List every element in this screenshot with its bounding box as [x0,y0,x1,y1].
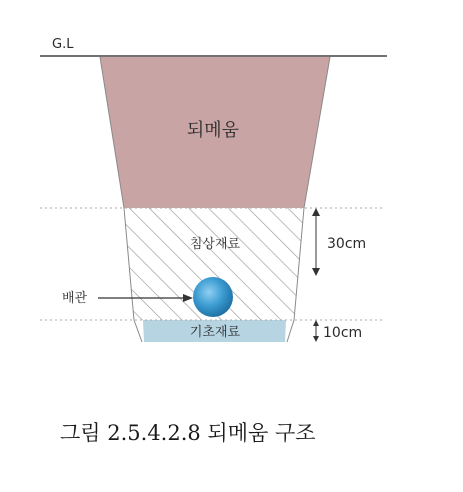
bedding-depth-label: 30cm [327,236,367,252]
ground-label: G.L [52,37,74,52]
backfill-label: 되메움 [186,120,240,141]
pipe-label: 배관 [62,291,88,306]
bedding-depth-arrow-up [312,208,320,216]
foundation-depth-label: 10cm [323,325,363,341]
foundation-label: 기초재료 [189,325,241,340]
bedding-depth-arrow-down [312,268,320,276]
bedding-label: 침상재료 [189,237,241,252]
figure-caption: 그림 2.5.4.2.8 되메움 구조 [60,421,316,445]
foundation-depth-arrow-down [313,336,319,342]
foundation-depth-arrow-up [313,320,319,326]
pipe [193,277,233,317]
